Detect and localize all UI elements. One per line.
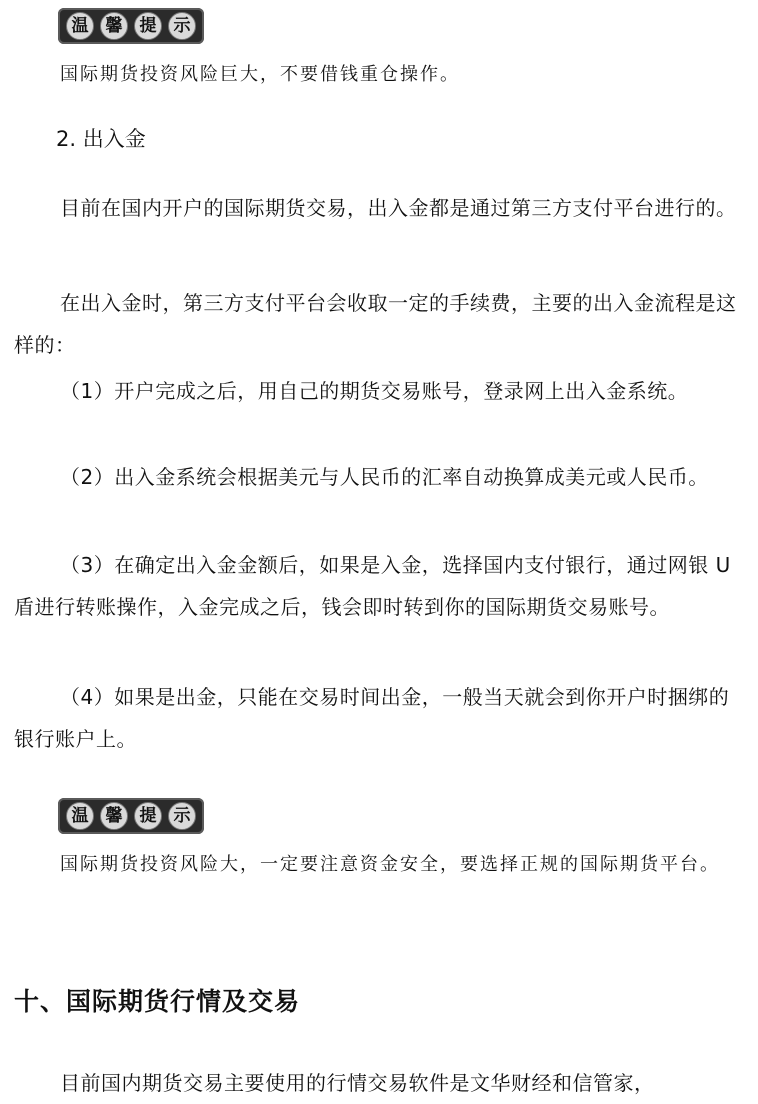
chapter-heading: 十、国际期货行情及交易 — [14, 987, 301, 1016]
body-paragraph: （3）在确定出入金金额后，如果是入金，选择国内支付银行，通过网银 U 盾进行转账操作，入金完成之后，钱会即时转到你的国际期货交易账号。 — [14, 553, 731, 619]
tip-badge — [58, 798, 204, 834]
tip-badge-char: 温 — [66, 802, 94, 830]
section-heading: 2. 出入金 — [56, 127, 146, 151]
body-paragraph: （1）开户完成之后，用自己的期货交易账号，登录网上出入金系统。 — [60, 379, 689, 403]
tip-text: 国际期货投资风险大，一定要注意资金安全，要选择正规的国际期货平台。 — [60, 854, 720, 875]
body-paragraph: 在出入金时，第三方支付平台会收取一定的手续费，主要的出入金流程是这样的： — [14, 291, 737, 357]
tip-badge — [58, 8, 204, 44]
tip-badge-char: 示 — [168, 12, 196, 40]
tip-badge-char: 温 — [66, 12, 94, 40]
tip-badge-char: 馨 — [100, 12, 128, 40]
body-paragraph: （2）出入金系统会根据美元与人民币的汇率自动换算成美元或人民币。 — [60, 465, 709, 489]
tip-badge-char: 馨 — [100, 802, 128, 830]
body-paragraph: 目前在国内开户的国际期货交易，出入金都是通过第三方支付平台进行的。 — [60, 196, 737, 220]
tip-badge-char: 提 — [134, 802, 162, 830]
tip-badge-char: 提 — [134, 12, 162, 40]
tip-text: 国际期货投资风险巨大，不要借钱重仓操作。 — [60, 64, 460, 85]
tip-badge-char: 示 — [168, 802, 196, 830]
body-paragraph: （4）如果是出金，只能在交易时间出金，一般当天就会到你开户时捆绑的银行账户上。 — [14, 685, 730, 751]
body-paragraph: 目前国内期货交易主要使用的行情交易软件是文华财经和信管家， — [60, 1071, 655, 1095]
